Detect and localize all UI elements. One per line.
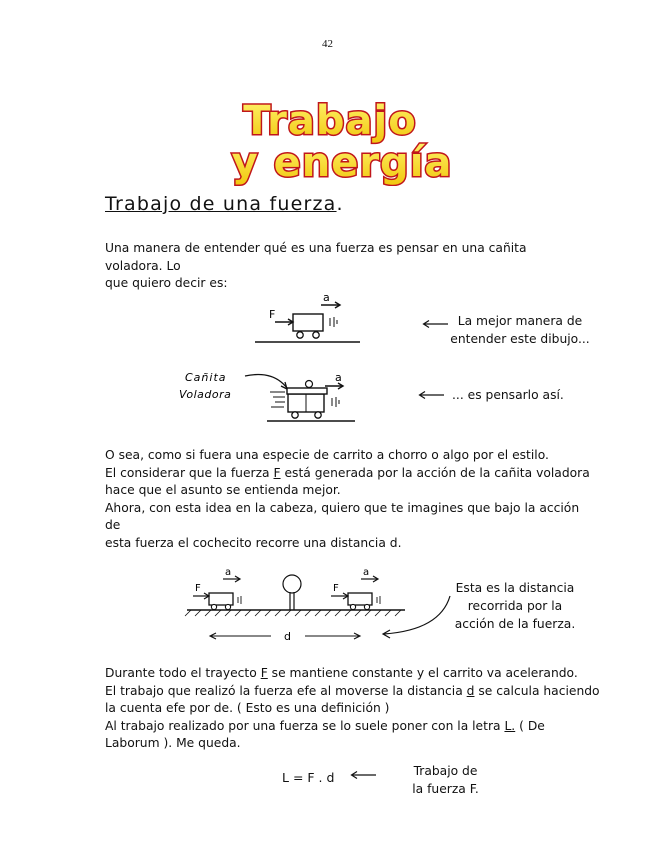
force-symbol: F [273, 465, 281, 480]
para2-line-2: El considerar que la fuerza F está generada por la acción de la cañita voladora [105, 465, 590, 480]
para3-line-2: El trabajo que realizó la fuerza efe al moverse la distancia d se calcula haciendo [105, 683, 600, 698]
para3-line-1: Durante todo el trayecto F se mantiene constante y el carrito va acelerando. [105, 666, 578, 680]
figure-rocket-cart [175, 366, 370, 428]
rocket-label-line-1: Cañita [185, 371, 227, 384]
figure3-caption-line-2: recorrida por la [467, 599, 563, 613]
figure3-caption-line-3: acción de la fuerza. [454, 617, 576, 631]
force-symbol: F [260, 666, 268, 680]
exhaust-lines [270, 392, 285, 407]
figure2-caption: ... es pensarlo así. [452, 388, 564, 402]
tree-icon [283, 575, 301, 593]
cart-wheel [315, 412, 321, 418]
accel-label-end: a [363, 567, 370, 578]
para2-line-5: esta fuerza el cochecito recorre una distancia d. [105, 535, 402, 550]
formula: L = F . d [282, 770, 335, 785]
figure1-caption-line-1: La mejor manera de [457, 314, 583, 328]
paragraph-3 [105, 665, 605, 753]
figure1-caption [440, 312, 600, 348]
title-line-1: Trabajo [243, 98, 417, 144]
cart-wheel [313, 332, 319, 338]
rocket-tube [287, 388, 327, 394]
force-label-end: F [333, 583, 339, 594]
page-number: 42 [322, 38, 333, 50]
distance-label: d [284, 630, 291, 643]
intro-line-1: Una manera de entender qué es una fuerza es pensar en una cañita voladora. Lo [105, 241, 527, 273]
page-title [180, 96, 510, 186]
ground-hatch [185, 610, 401, 616]
formula-caption-line-1: Trabajo de [413, 764, 478, 778]
para2-line-3: hace que el asunto se entienda mejor. [105, 483, 341, 497]
caption-arrow [350, 770, 380, 780]
para3-line-5: Laborum ). Me queda. [105, 736, 241, 750]
section-heading-period: . [336, 193, 344, 215]
formula-caption-line-2: la fuerza F. [412, 782, 479, 796]
section-heading-text: Trabajo de una fuerza [105, 193, 337, 215]
para2-line-1: O sea, como si fuera una especie de carrito a chorro o algo por el estilo. [105, 448, 549, 462]
accel-label: a [335, 371, 342, 384]
para2-line-4: Ahora, con esta idea en la cabeza, quiero que te imagines que bajo la acción de [105, 500, 580, 532]
section-heading [105, 193, 344, 215]
paragraph-2 [105, 447, 595, 552]
intro-paragraph [105, 240, 585, 293]
force-label: F [269, 308, 276, 321]
title-line-2: y energía [231, 140, 453, 186]
para3-line-4: Al trabajo realizado por una fuerza se lo suele poner con la letra L. ( De [105, 718, 545, 733]
cart-wheel [292, 412, 298, 418]
cart-wheel [297, 332, 303, 338]
distance-symbol: d [466, 683, 475, 698]
force-label-start: F [195, 583, 201, 594]
rocket-label-line-2: Voladora [179, 388, 232, 401]
accel-label-start: a [225, 567, 232, 578]
caption-arrow [418, 390, 448, 400]
cart-start [209, 593, 233, 605]
figure1-caption-line-2: entender este dibujo... [450, 332, 590, 346]
accel-label: a [323, 291, 330, 304]
para3-line-3: la cuenta efe por de. ( Esto es una definición ) [105, 701, 390, 715]
figure-cart-force [255, 290, 365, 350]
work-symbol: L. [504, 718, 516, 733]
formula-caption [398, 762, 493, 798]
figure3-caption [440, 579, 590, 633]
figure3-caption-line-1: Esta es la distancia [455, 581, 575, 595]
pointer-arrow [245, 375, 287, 389]
intro-line-2: que quiero decir es: [105, 276, 228, 290]
cart-end [348, 593, 372, 605]
cart-body [293, 314, 323, 331]
